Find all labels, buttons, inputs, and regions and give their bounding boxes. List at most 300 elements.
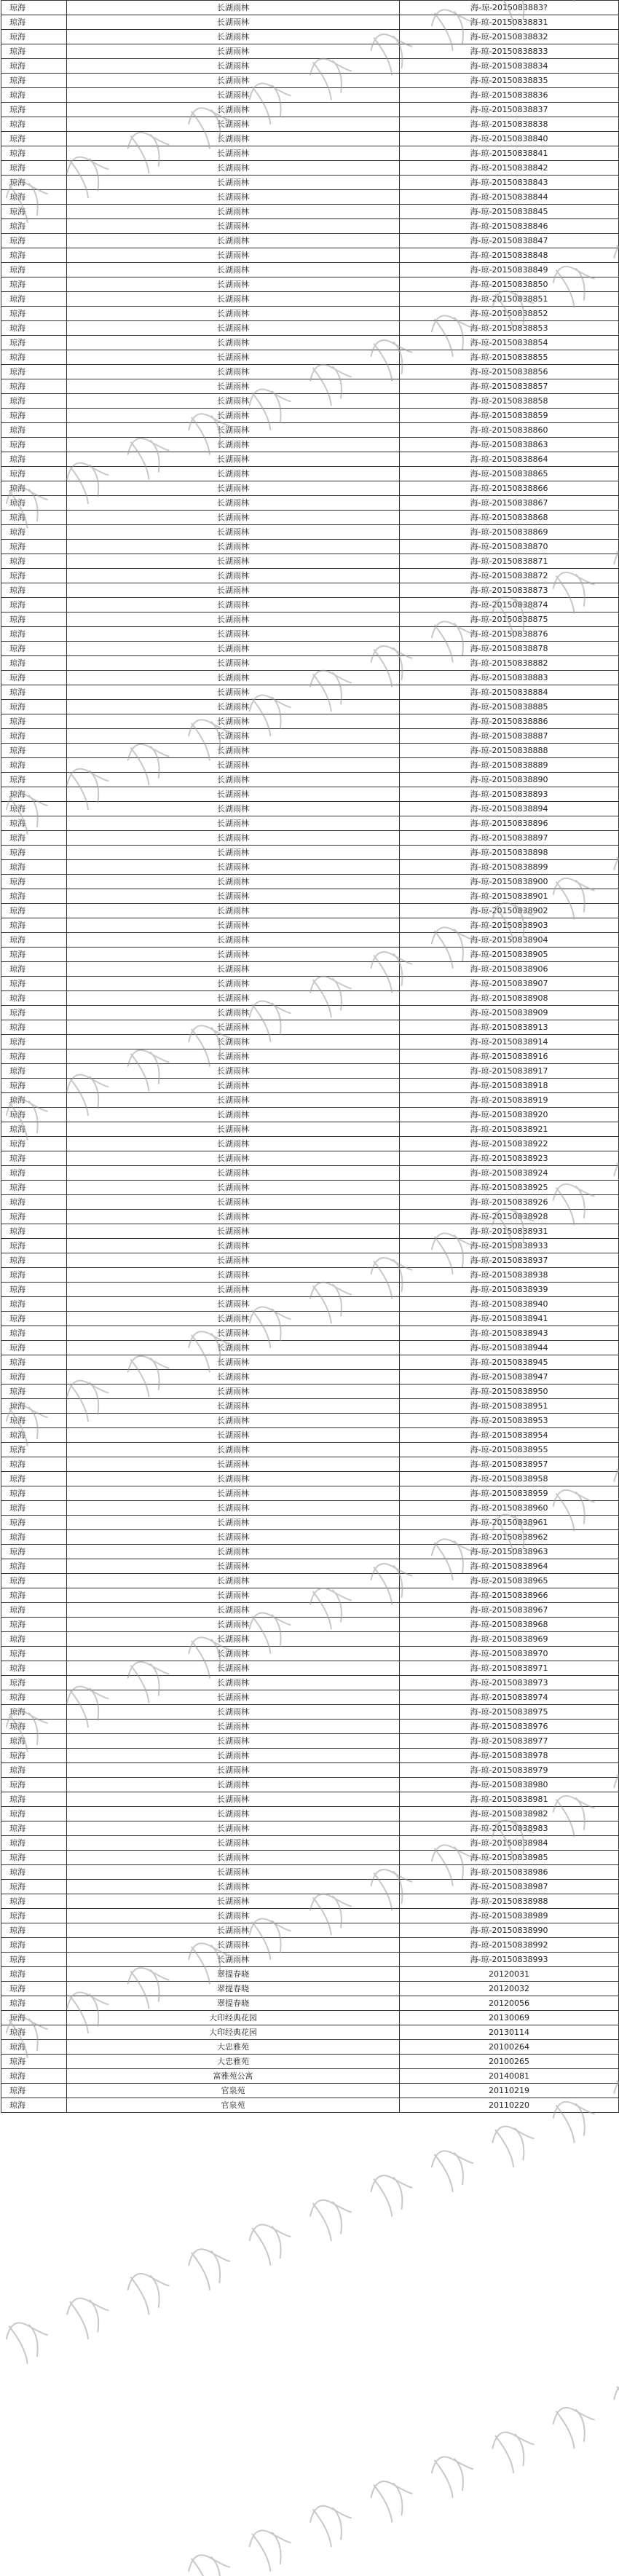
district-cell: 琼海: [1, 205, 67, 219]
project-cell: 大忠雅苑: [67, 2055, 400, 2069]
table-row: [1, 1632, 619, 1647]
certificate-number-cell: 20120031: [400, 1967, 619, 1982]
project-cell: 长湖雨林: [67, 161, 400, 176]
table-row: [1, 627, 619, 642]
certificate-number-cell: 海-琼-20150838889: [400, 758, 619, 773]
district-cell: 琼海: [1, 1122, 67, 1137]
project-cell: 长湖雨林: [67, 1, 400, 15]
certificate-number-cell: 海-琼-20150838982: [400, 1807, 619, 1821]
certificate-number-cell: 海-琼-20150838897: [400, 831, 619, 846]
project-cell: 大印经典花园: [67, 2011, 400, 2025]
certificate-number-cell: 海-琼-20150838925: [400, 1181, 619, 1195]
certificate-number-cell: 海-琼-20150838836: [400, 88, 619, 103]
project-cell: 长湖雨林: [67, 554, 400, 569]
certificate-number-cell: 海-琼-20150838959: [400, 1486, 619, 1501]
district-cell: 琼海: [1, 336, 67, 350]
district-cell: 琼海: [1, 1297, 67, 1312]
district-cell: 琼海: [1, 642, 67, 656]
project-cell: 长湖雨林: [67, 1472, 400, 1486]
project-cell: 长湖雨林: [67, 787, 400, 802]
table-row: [1, 1530, 619, 1545]
table-row: [1, 816, 619, 831]
district-cell: 琼海: [1, 103, 67, 117]
project-cell: 长湖雨林: [67, 205, 400, 219]
table-row: [1, 700, 619, 714]
district-cell: 琼海: [1, 889, 67, 904]
certificate-number-cell: 海-琼-20150838926: [400, 1195, 619, 1210]
certificate-number-cell: 海-琼-20150838886: [400, 714, 619, 729]
certificate-number-cell: 海-琼-20150838884: [400, 685, 619, 700]
table-row: [1, 1428, 619, 1443]
certificate-number-cell: 海-琼-20150838873: [400, 583, 619, 598]
certificate-number-cell: 海-琼-20150838893: [400, 787, 619, 802]
table-row: [1, 1734, 619, 1749]
table-row: [1, 2098, 619, 2113]
district-cell: 琼海: [1, 1108, 67, 1122]
district-cell: 琼海: [1, 1239, 67, 1253]
table-row: [1, 1792, 619, 1807]
district-cell: 琼海: [1, 1181, 67, 1195]
district-cell: 琼海: [1, 933, 67, 948]
certificate-number-cell: 海-琼-20150838939: [400, 1283, 619, 1297]
table-row: [1, 1181, 619, 1195]
table-row: [1, 2011, 619, 2025]
project-cell: 长湖雨林: [67, 1370, 400, 1384]
project-cell: 长湖雨林: [67, 1151, 400, 1166]
district-cell: 琼海: [1, 802, 67, 816]
certificate-number-cell: 海-琼-20150838962: [400, 1530, 619, 1545]
certificate-number-cell: 海-琼-20150838928: [400, 1210, 619, 1224]
district-cell: 琼海: [1, 2011, 67, 2025]
table-row: [1, 642, 619, 656]
district-cell: 琼海: [1, 292, 67, 307]
project-cell: 长湖雨林: [67, 977, 400, 991]
table-row: [1, 1516, 619, 1530]
table-row: [1, 1603, 619, 1618]
watermark-glyph: [427, 2142, 479, 2195]
district-cell: 琼海: [1, 1661, 67, 1676]
project-cell: 长湖雨林: [67, 481, 400, 496]
table-row: [1, 1996, 619, 2011]
district-cell: 琼海: [1, 744, 67, 758]
certificate-number-cell: 20100265: [400, 2055, 619, 2069]
district-cell: 琼海: [1, 379, 67, 394]
district-cell: 琼海: [1, 132, 67, 146]
table-row: [1, 569, 619, 583]
certificate-number-cell: 海-琼-20150838875: [400, 613, 619, 627]
district-cell: 琼海: [1, 88, 67, 103]
project-cell: 长湖雨林: [67, 831, 400, 846]
certificate-number-cell: 海-琼-20150838868: [400, 511, 619, 525]
project-cell: 长湖雨林: [67, 1763, 400, 1778]
project-cell: 翠提春晓: [67, 1982, 400, 1996]
project-cell: 长湖雨林: [67, 642, 400, 656]
table-row: [1, 1312, 619, 1326]
project-cell: 长湖雨林: [67, 1443, 400, 1457]
table-row: [1, 1661, 619, 1676]
district-cell: 琼海: [1, 481, 67, 496]
project-cell: 长湖雨林: [67, 1720, 400, 1734]
table-row: [1, 656, 619, 671]
table-row: [1, 132, 619, 146]
district-cell: 琼海: [1, 1443, 67, 1457]
district-cell: 琼海: [1, 2025, 67, 2040]
table-row: [1, 2025, 619, 2040]
district-cell: 琼海: [1, 1210, 67, 1224]
table-row: [1, 1224, 619, 1239]
table-row: [1, 1064, 619, 1079]
certificate-number-cell: 海-琼-20150838872: [400, 569, 619, 583]
table-row: [1, 962, 619, 977]
table-row: [1, 991, 619, 1006]
table-row: [1, 2055, 619, 2069]
project-cell: 长湖雨林: [67, 744, 400, 758]
district-cell: 琼海: [1, 962, 67, 977]
table-row: [1, 860, 619, 875]
project-cell: 长湖雨林: [67, 219, 400, 234]
project-cell: 长湖雨林: [67, 190, 400, 205]
certificate-number-cell: 海-琼-20150838987: [400, 1880, 619, 1894]
table-row: [1, 1384, 619, 1399]
certificate-number-cell: 海-琼-20150838984: [400, 1836, 619, 1851]
district-cell: 琼海: [1, 758, 67, 773]
document-page: [1, 0, 618, 2113]
table-row: [1, 714, 619, 729]
district-cell: 琼海: [1, 948, 67, 962]
district-cell: 琼海: [1, 1, 67, 15]
project-cell: 长湖雨林: [67, 176, 400, 190]
certificate-number-cell: 海-琼-20150838876: [400, 627, 619, 642]
table-row: [1, 219, 619, 234]
table-row: [1, 1472, 619, 1486]
table-row: [1, 74, 619, 88]
table-row: [1, 146, 619, 161]
district-cell: 琼海: [1, 1574, 67, 1588]
district-cell: 琼海: [1, 1253, 67, 1268]
project-cell: 长湖雨林: [67, 1778, 400, 1792]
certificate-number-cell: 海-琼-20150838900: [400, 875, 619, 889]
table-row: [1, 103, 619, 117]
certificate-number-cell: 海-琼-20150838965: [400, 1574, 619, 1588]
table-row: [1, 117, 619, 132]
table-row: [1, 948, 619, 962]
certificate-number-cell: 海-琼-20150838916: [400, 1049, 619, 1064]
watermark-glyph: [489, 2424, 540, 2477]
certificate-number-cell: 海-琼-20150838924: [400, 1166, 619, 1181]
table-row: [1, 263, 619, 277]
district-cell: 琼海: [1, 1312, 67, 1326]
district-cell: 琼海: [1, 860, 67, 875]
certificate-number-cell: 海-琼-20150838860: [400, 423, 619, 438]
project-cell: 长湖雨林: [67, 583, 400, 598]
table-row: [1, 1909, 619, 1923]
watermark-glyph: [2, 2314, 54, 2367]
project-cell: 长湖雨林: [67, 1851, 400, 1865]
watermark-glyph: [245, 2522, 297, 2575]
table-row: [1, 889, 619, 904]
district-cell: 琼海: [1, 1923, 67, 1938]
table-row: [1, 831, 619, 846]
table-row: [1, 1851, 619, 1865]
district-cell: 琼海: [1, 234, 67, 248]
district-cell: 琼海: [1, 1486, 67, 1501]
district-cell: 琼海: [1, 773, 67, 787]
district-cell: 琼海: [1, 1676, 67, 1690]
project-cell: 长湖雨林: [67, 598, 400, 613]
table-row: [1, 481, 619, 496]
project-cell: 长湖雨林: [67, 1384, 400, 1399]
certificate-number-cell: 海-琼-20150838885: [400, 700, 619, 714]
table-row: [1, 1355, 619, 1370]
project-cell: 长湖雨林: [67, 1137, 400, 1151]
district-cell: 琼海: [1, 1807, 67, 1821]
district-cell: 琼海: [1, 1894, 67, 1909]
table-row: [1, 350, 619, 365]
certificate-number-cell: 海-琼-20150838983: [400, 1821, 619, 1836]
table-row: [1, 321, 619, 336]
project-cell: 长湖雨林: [67, 1312, 400, 1326]
certificate-number-cell: 海-琼-20150838921: [400, 1122, 619, 1137]
certificate-number-cell: 海-琼-20150838898: [400, 846, 619, 860]
certificate-number-cell: 海-琼-20150838954: [400, 1428, 619, 1443]
district-cell: 琼海: [1, 1283, 67, 1297]
certificate-number-cell: 海-琼-20150838918: [400, 1079, 619, 1093]
watermark-glyph: [367, 2167, 419, 2220]
district-cell: 琼海: [1, 918, 67, 933]
certificate-number-cell: 海-琼-20150838846: [400, 219, 619, 234]
district-cell: 琼海: [1, 1530, 67, 1545]
district-cell: 琼海: [1, 1195, 67, 1210]
project-cell: 长湖雨林: [67, 860, 400, 875]
table-row: [1, 2084, 619, 2098]
certificate-number-cell: 海-琼-20150838964: [400, 1559, 619, 1574]
project-cell: 长湖雨林: [67, 1297, 400, 1312]
project-cell: 长湖雨林: [67, 1268, 400, 1283]
project-cell: 长湖雨林: [67, 1705, 400, 1720]
watermark-glyph: [307, 2497, 358, 2551]
watermark-glyph: [307, 2191, 358, 2245]
district-cell: 琼海: [1, 1399, 67, 1414]
district-cell: 琼海: [1, 409, 67, 423]
district-cell: 琼海: [1, 2098, 67, 2113]
certificate-number-cell: 海-琼-20150838855: [400, 350, 619, 365]
project-cell: 长湖雨林: [67, 1049, 400, 1064]
table-row: [1, 1880, 619, 1894]
table-row: [1, 598, 619, 613]
district-cell: 琼海: [1, 1516, 67, 1530]
district-cell: 琼海: [1, 1880, 67, 1894]
project-cell: 长湖雨林: [67, 1283, 400, 1297]
certificate-number-cell: 海-琼-20150838907: [400, 977, 619, 991]
district-cell: 琼海: [1, 59, 67, 74]
project-cell: 长湖雨林: [67, 1734, 400, 1749]
project-cell: 长湖雨林: [67, 773, 400, 787]
table-row: [1, 292, 619, 307]
watermark-glyph: [185, 2546, 237, 2576]
table-row: [1, 1093, 619, 1108]
district-cell: 琼海: [1, 875, 67, 889]
certificate-number-cell: 20110219: [400, 2084, 619, 2098]
project-cell: 长湖雨林: [67, 1020, 400, 1035]
project-cell: 翠提春晓: [67, 1996, 400, 2011]
project-cell: 长湖雨林: [67, 918, 400, 933]
project-cell: 长湖雨林: [67, 1457, 400, 1472]
district-cell: 琼海: [1, 496, 67, 511]
project-cell: 长湖雨林: [67, 1618, 400, 1632]
certificate-number-cell: 海-琼-20150838894: [400, 802, 619, 816]
certificate-number-cell: 海-琼-20150838955: [400, 1443, 619, 1457]
project-cell: 长湖雨林: [67, 321, 400, 336]
table-row: [1, 2069, 619, 2084]
property-table: [1, 0, 619, 2113]
district-cell: 琼海: [1, 1064, 67, 1079]
certificate-number-cell: 海-琼-20150838863: [400, 438, 619, 452]
certificate-number-cell: 海-琼-20150838834: [400, 59, 619, 74]
table-body: [1, 1, 619, 2113]
watermark-glyph: [124, 2571, 176, 2576]
district-cell: 琼海: [1, 511, 67, 525]
project-cell: 长湖雨林: [67, 1079, 400, 1093]
district-cell: 琼海: [1, 1720, 67, 1734]
table-row: [1, 846, 619, 860]
certificate-number-cell: 海-琼-20150838945: [400, 1355, 619, 1370]
certificate-number-cell: 海-琼-20150838993: [400, 1953, 619, 1967]
district-cell: 琼海: [1, 569, 67, 583]
district-cell: 琼海: [1, 248, 67, 263]
district-cell: 琼海: [1, 1545, 67, 1559]
watermark-glyph: [549, 2399, 601, 2452]
district-cell: 琼海: [1, 1690, 67, 1705]
certificate-number-cell: 20120032: [400, 1982, 619, 1996]
certificate-number-cell: 海-琼-20150838937: [400, 1253, 619, 1268]
certificate-number-cell: 海-琼-20150838917: [400, 1064, 619, 1079]
table-row: [1, 1297, 619, 1312]
certificate-number-cell: 海-琼-20150838985: [400, 1851, 619, 1865]
certificate-number-cell: 海-琼-20150838887: [400, 729, 619, 744]
table-row: [1, 1618, 619, 1632]
district-cell: 琼海: [1, 671, 67, 685]
certificate-number-cell: 海-琼-20150838988: [400, 1894, 619, 1909]
table-row: [1, 1166, 619, 1181]
project-cell: 长湖雨林: [67, 30, 400, 44]
certificate-number-cell: 海-琼-20150838990: [400, 1923, 619, 1938]
district-cell: 琼海: [1, 2055, 67, 2069]
district-cell: 琼海: [1, 1020, 67, 1035]
table-row: [1, 758, 619, 773]
project-cell: 长湖雨林: [67, 1501, 400, 1516]
project-cell: 长湖雨林: [67, 117, 400, 132]
certificate-number-cell: 海-琼-20150838845: [400, 205, 619, 219]
watermark-glyph: [489, 2118, 540, 2171]
project-cell: 长湖雨林: [67, 1224, 400, 1239]
certificate-number-cell: 海-琼-20150838986: [400, 1865, 619, 1880]
district-cell: 琼海: [1, 613, 67, 627]
project-cell: 长湖雨林: [67, 1326, 400, 1341]
table-row: [1, 1559, 619, 1574]
table-row: [1, 977, 619, 991]
project-cell: 长湖雨林: [67, 1486, 400, 1501]
project-cell: 长湖雨林: [67, 394, 400, 409]
certificate-number-cell: 20130114: [400, 2025, 619, 2040]
watermark-band: [2, 2068, 619, 2367]
project-cell: 长湖雨林: [67, 263, 400, 277]
district-cell: 琼海: [1, 1909, 67, 1923]
table-row: [1, 452, 619, 467]
certificate-number-cell: 海-琼-20150838963: [400, 1545, 619, 1559]
watermark-glyph: [185, 2240, 237, 2293]
project-cell: 长湖雨林: [67, 1516, 400, 1530]
table-row: [1, 88, 619, 103]
project-cell: 长湖雨林: [67, 292, 400, 307]
certificate-number-cell: 海-琼-20150838989: [400, 1909, 619, 1923]
district-cell: 琼海: [1, 1355, 67, 1370]
project-cell: 长湖雨林: [67, 714, 400, 729]
table-row: [1, 1283, 619, 1297]
table-row: [1, 1967, 619, 1982]
certificate-number-cell: 海-琼-20150838851: [400, 292, 619, 307]
table-row: [1, 773, 619, 787]
project-cell: 长湖雨林: [67, 1894, 400, 1909]
certificate-number-cell: 海-琼-20150838901: [400, 889, 619, 904]
district-cell: 琼海: [1, 1224, 67, 1239]
district-cell: 琼海: [1, 846, 67, 860]
certificate-number-cell: 海-琼-20150838842: [400, 161, 619, 176]
certificate-number-cell: 海-琼-20150838967: [400, 1603, 619, 1618]
district-cell: 琼海: [1, 117, 67, 132]
certificate-number-cell: 20100264: [400, 2040, 619, 2055]
certificate-number-cell: 海-琼-20150838857: [400, 379, 619, 394]
project-cell: 长湖雨林: [67, 962, 400, 977]
certificate-number-cell: 海-琼-20150838944: [400, 1341, 619, 1355]
district-cell: 琼海: [1, 714, 67, 729]
district-cell: 琼海: [1, 2069, 67, 2084]
project-cell: 长湖雨林: [67, 438, 400, 452]
district-cell: 琼海: [1, 452, 67, 467]
district-cell: 琼海: [1, 30, 67, 44]
district-cell: 琼海: [1, 904, 67, 918]
project-cell: 长湖雨林: [67, 685, 400, 700]
certificate-number-cell: 海-琼-20150838976: [400, 1720, 619, 1734]
table-row: [1, 1049, 619, 1064]
certificate-number-cell: 海-琼-20150838968: [400, 1618, 619, 1632]
project-cell: 长湖雨林: [67, 467, 400, 481]
certificate-number-cell: 海-琼-20150838950: [400, 1384, 619, 1399]
certificate-number-cell: 海-琼-20150838844: [400, 190, 619, 205]
project-cell: 长湖雨林: [67, 1122, 400, 1137]
district-cell: 琼海: [1, 583, 67, 598]
project-cell: 长湖雨林: [67, 1690, 400, 1705]
table-row: [1, 336, 619, 350]
district-cell: 琼海: [1, 307, 67, 321]
certificate-number-cell: 海-琼-20150838978: [400, 1749, 619, 1763]
district-cell: 琼海: [1, 219, 67, 234]
certificate-number-cell: 海-琼-20150838903: [400, 918, 619, 933]
district-cell: 琼海: [1, 1341, 67, 1355]
table-row: [1, 554, 619, 569]
certificate-number-cell: 海-琼-20150838908: [400, 991, 619, 1006]
table-row: [1, 1341, 619, 1355]
table-row: [1, 161, 619, 176]
district-cell: 琼海: [1, 685, 67, 700]
project-cell: 长湖雨林: [67, 671, 400, 685]
project-cell: 长湖雨林: [67, 1399, 400, 1414]
table-row: [1, 1239, 619, 1253]
district-cell: 琼海: [1, 1749, 67, 1763]
certificate-number-cell: 海-琼-20150838947: [400, 1370, 619, 1384]
table-row: [1, 409, 619, 423]
district-cell: 琼海: [1, 1982, 67, 1996]
certificate-number-cell: 海-琼-20150838973: [400, 1676, 619, 1690]
